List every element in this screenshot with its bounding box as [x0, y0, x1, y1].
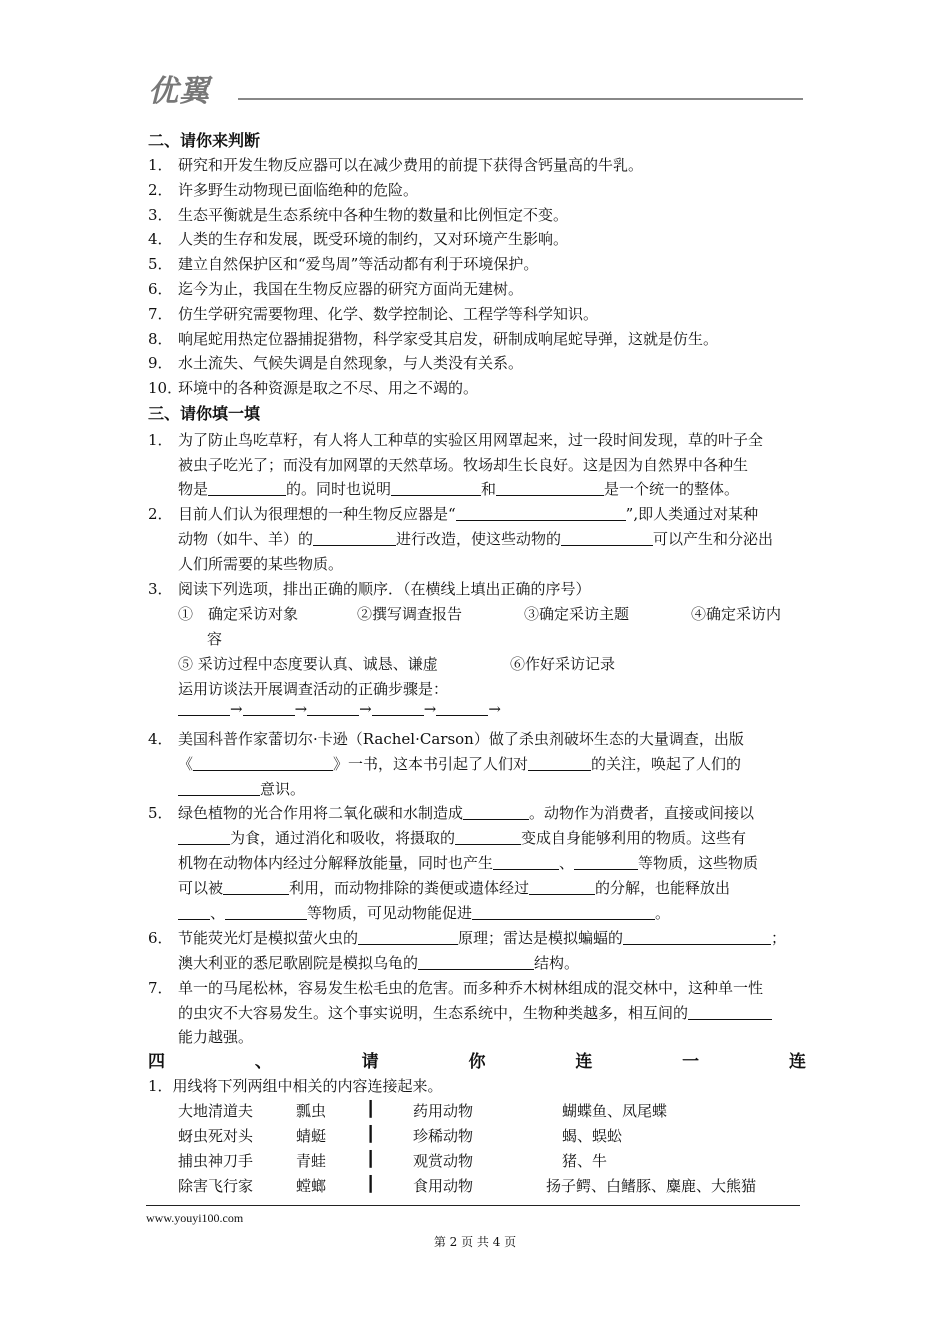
- fill-q3-prompt: 运用访谈法开展调查活动的正确步骤是：: [178, 680, 449, 698]
- blank-input[interactable]: [178, 829, 230, 845]
- blank-input[interactable]: [313, 530, 396, 546]
- connect-cell: 青蛙: [296, 1152, 327, 1170]
- blank-input[interactable]: [436, 700, 488, 716]
- blank-input[interactable]: [193, 755, 333, 771]
- judge-item: 1． 研究和开发生物反应器可以在减少费用的前提下获得含钙量高的牛乳。: [148, 156, 644, 174]
- judge-item: 8． 响尾蛇用热定位器捕捉猎物，科学家受其启发，研制成响尾蛇导弹，这就是仿生。: [148, 329, 719, 348]
- blank-input[interactable]: [463, 804, 529, 820]
- fill-q3-option3: ③确定采访主题: [524, 605, 630, 623]
- fill-q5-line4: 可以被 利用，而动物排除的粪便或遗体经过 的分解，也能释放出: [178, 879, 731, 897]
- connect-cell: 蝴蝶鱼、凤尾蝶: [562, 1102, 668, 1120]
- connect-cell: 食用动物: [413, 1177, 474, 1195]
- connect-cell: 扬子鳄、白鳍豚、麋鹿、大熊猫: [546, 1177, 757, 1195]
- fill-q5-line3: 机物在动物体内经过分解释放能量，同时也产生 、 等物质，这些物质: [178, 854, 759, 872]
- judge-item: 5． 建立自然保护区和“爱鸟周”等活动都有利于环境保护。: [148, 255, 539, 274]
- blank-input[interactable]: [418, 954, 534, 970]
- blank-input[interactable]: [493, 854, 559, 870]
- connect-cell: 捕虫神刀手: [178, 1152, 254, 1170]
- connect-divider: ┃: [366, 1175, 376, 1193]
- connect-cell: 蜻蜓: [296, 1127, 327, 1145]
- connect-cell: 猪、牛: [562, 1152, 608, 1170]
- fill-q4-line2: 《 》一书，这本书引起了人们对 的关注，唤起了人们的: [178, 755, 742, 773]
- section-title-connect: 四 、 请 你 连 一 连: [148, 1052, 806, 1072]
- connect-cell: 观赏动物: [413, 1152, 474, 1170]
- blank-input[interactable]: [472, 904, 655, 920]
- judge-item: 6． 迄今为止，我国在生物反应器的研究方面尚无建树。: [148, 280, 524, 298]
- blank-input[interactable]: [529, 879, 595, 895]
- judge-item: 10．环境中的各种资源是取之不尽、用之不竭的。: [148, 379, 479, 398]
- fill-q2-line1: 2． 目前人们认为很理想的一种生物反应器是“ ”,即人类通过对某种: [148, 505, 759, 523]
- connect-cell: 蚜虫死对头: [178, 1127, 254, 1145]
- blank-input[interactable]: [223, 879, 289, 895]
- connect-divider: ┃: [366, 1100, 376, 1118]
- fill-q3-option1: ① 确定采访对象: [178, 605, 299, 623]
- blank-input[interactable]: [307, 700, 359, 716]
- blank-input[interactable]: [243, 700, 295, 716]
- fill-q3-option2: ②撰写调查报告: [357, 605, 463, 623]
- fill-q3-sequence: → → → → →: [178, 700, 501, 718]
- fill-q7-line2: 的虫灾不大容易发生。这个事实说明，生态系统中，生物种类越多，相互间的: [178, 1002, 772, 1023]
- connect-instruction: 1．用线将下列两组中相关的内容连接起来。: [148, 1077, 443, 1095]
- fill-q2-line2: 动物（如牛、羊）的 进行改造，使这些动物的 可以产生和分泌出: [178, 530, 774, 548]
- blank-input[interactable]: [225, 904, 307, 920]
- blank-input[interactable]: [178, 780, 260, 796]
- judge-item: 7． 仿生学研究需要物理、化学、数学控制论、工程学等科学知识。: [148, 304, 599, 323]
- connect-divider: ┃: [366, 1125, 376, 1143]
- fill-q5-line1: 5． 绿色植物的光合作用将二氧化碳和水制造成 。动物作为消费者，直接或间接以: [148, 804, 755, 822]
- fill-q4-line3: 意识。: [178, 778, 305, 799]
- fill-q5-line2: 为食，通过消化和吸收，将摄取的 变成自身能够利用的物质。这些有: [178, 827, 746, 848]
- blank-input[interactable]: [456, 505, 626, 521]
- section-title-judge: 二、请你来判断: [148, 131, 261, 150]
- blank-input[interactable]: [391, 480, 481, 496]
- fill-q3-option5: ⑤ 采访过程中态度要认真、诚恳、谦虚: [178, 655, 438, 673]
- fill-q1-line3: 物是 的。同时也说明 和 是一个统一的整体。: [178, 480, 740, 498]
- connect-cell: 螳螂: [296, 1177, 327, 1195]
- blank-input[interactable]: [178, 700, 230, 716]
- blank-input[interactable]: [208, 480, 286, 496]
- fill-q3-option4: ④确定采访内: [691, 605, 782, 623]
- connect-cell: 大地清道夫: [178, 1102, 254, 1120]
- judge-item: 3． 生态平衡就是生态系统中各种生物的数量和比例恒定不变。: [148, 205, 569, 224]
- judge-item: 2． 许多野生动物现已面临绝种的危险。: [148, 180, 419, 199]
- connect-cell: 药用动物: [413, 1102, 474, 1120]
- fill-q3-line1: 3． 阅读下列选项，排出正确的顺序．（在横线上填出正确的序号）: [148, 580, 591, 598]
- fill-q6-line2: 澳大利亚的悉尼歌剧院是模拟乌龟的 结构。: [178, 954, 580, 972]
- fill-q1-line1: 1． 为了防止鸟吃草籽，有人将人工种草的实验区用网罩起来，过一段时间发现，草的叶子全: [148, 431, 764, 449]
- blank-input[interactable]: [574, 854, 638, 870]
- fill-q2-line3: 人们所需要的某些物质。: [178, 555, 344, 573]
- fill-q7-line3: 能力越强。: [178, 1028, 254, 1046]
- blank-input[interactable]: [528, 755, 591, 771]
- judge-item: 9． 水土流失、气候失调是自然现象，与人类没有关系。: [148, 354, 524, 373]
- blank-input[interactable]: [561, 530, 653, 546]
- fill-q3-option4-wrap: 容: [207, 630, 223, 648]
- blank-input[interactable]: [455, 829, 521, 845]
- fill-q1-line2: 被虫子吃光了；而没有加网罩的天然草场。牧场却生长良好。这是因为自然界中各种生: [178, 456, 749, 474]
- header-rule: [238, 98, 803, 100]
- blank-input[interactable]: [358, 929, 458, 945]
- connect-cell: 除害飞行家: [178, 1177, 254, 1195]
- footer-url[interactable]: www.youyi100.com: [146, 1211, 244, 1225]
- page-number: 第 2 页 共 4 页: [433, 1235, 517, 1249]
- fill-q7-line1: 7． 单一的马尾松林，容易发生松毛虫的危害。而多种乔木树林组成的混交林中，这种单一性: [148, 979, 764, 997]
- blank-input[interactable]: [496, 480, 604, 496]
- connect-divider: ┃: [366, 1150, 376, 1168]
- connect-cell: 蝎、蜈蚣: [562, 1127, 623, 1145]
- fill-q3-option6: ⑥作好采访记录: [510, 655, 616, 673]
- judge-item: 4． 人类的生存和发展，既受环境的制约，又对环境产生影响。: [148, 230, 569, 249]
- blank-input[interactable]: [178, 904, 210, 920]
- brand-logo: 优翼: [148, 74, 210, 109]
- connect-cell: 瓢虫: [296, 1102, 327, 1120]
- connect-cell: 珍稀动物: [413, 1127, 474, 1145]
- blank-input[interactable]: [688, 1004, 772, 1020]
- blank-input[interactable]: [372, 700, 424, 716]
- section-title-fill: 三、请你填一填: [148, 404, 261, 423]
- footer-rule: [146, 1205, 800, 1206]
- fill-q6-line1: 6． 节能荧光灯是模拟萤火虫的 原理；雷达是模拟蝙蝠的 ；: [148, 929, 787, 947]
- fill-q5-line5: 、 等物质，可见动物能促进 。: [178, 902, 670, 923]
- fill-q4-line1: 4． 美国科普作家蕾切尔·卡逊（Rachel·Carson）做了杀虫剂破坏生态的大量调查，出版: [148, 730, 744, 748]
- blank-input[interactable]: [623, 929, 771, 945]
